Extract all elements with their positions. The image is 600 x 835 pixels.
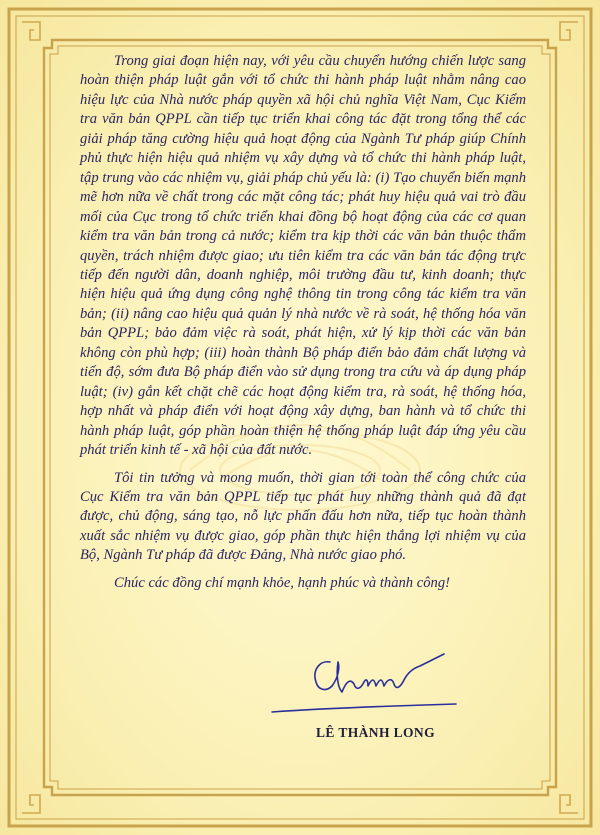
handwritten-signature — [268, 648, 458, 720]
paragraph-strategy: Trong giai đoạn hiện nay, với yêu cầu chuyển hướng chiến lược sang hoàn thiện pháp luật gắn với tổ chức thi hành pháp luật nhằm nâng cao hiệu lực của Nhà nước pháp quyền xã hội chủ nghĩa Việt Nam, Cục Kiểm tra văn bản QPPL cần tiếp tục triển khai công tác đặt trong tổng thể các giải pháp tăng cường hiệu quả hoạt động của Ngành Tư pháp giúp Chính phủ thực hiện hiệu quả nhiệm vụ xây dựng và tổ chức thi hành pháp luật, tập trung vào các nhiệm vụ, giải pháp chủ yếu là: (i) Tạo chuyển biến mạnh mẽ hơn nữa về chất trong các mặt công tác; phát huy hiệu quả vai trò đầu mối của Cục trong tổ chức triển khai đồng bộ hoạt động của các cơ quan kiểm tra văn bản trong cả nước; kiểm tra kịp thời các văn bản thuộc thẩm quyền, trách nhiệm được giao; ưu tiên kiểm tra các văn bản tác động trực tiếp đến người dân, doanh nghiệp, môi trường đầu tư, kinh doanh; thực hiện hiệu quả ứng dụng công nghệ thông tin trong công tác kiểm tra văn bản; (ii) nâng cao hiệu quả quản lý nhà nước về rà soát, hệ thống hóa văn bản QPPL; bảo đảm việc rà soát, phát hiện, xử lý kịp thời các văn bản không còn phù hợp; (iii) hoàn thành Bộ pháp điển bảo đảm chất lượng và tiến độ, sớm đưa Bộ pháp điển vào sử dụng trong tra cứu và áp dụng pháp luật; (iv) gắn kết chặt chẽ các hoạt động kiểm tra, rà soát, hệ thống hóa, hợp nhất và pháp điển với hoạt động xây dựng, ban hành và tổ chức thi hành pháp luật, góp phần hoàn thiện hệ thống pháp luật đáp ứng yêu cầu phát triển kinh tế - xã hội của đất nước. — [80, 53, 526, 459]
paragraph-hope: Tôi tin tưởng và mong muốn, thời gian tới toàn thể công chức của Cục Kiểm tra văn bản QPPL tiếp tục phát huy những thành quả đã đạt được, chủ động, sáng tạo, nỗ lực phấn đấu hơn nữa, tiếp tục hoàn thành xuất sắc nhiệm vụ được giao, góp phần thực hiện thắng lợi nhiệm vụ của Bộ, Ngành Tư pháp đã được Đảng, Nhà nước giao phó. — [80, 469, 526, 564]
letter-body — [80, 52, 526, 593]
paragraph-wishes: Chúc các đồng chí mạnh khỏe, hạnh phúc và thành công! — [114, 574, 450, 591]
signer-name: LÊ THÀNH LONG — [316, 725, 435, 740]
